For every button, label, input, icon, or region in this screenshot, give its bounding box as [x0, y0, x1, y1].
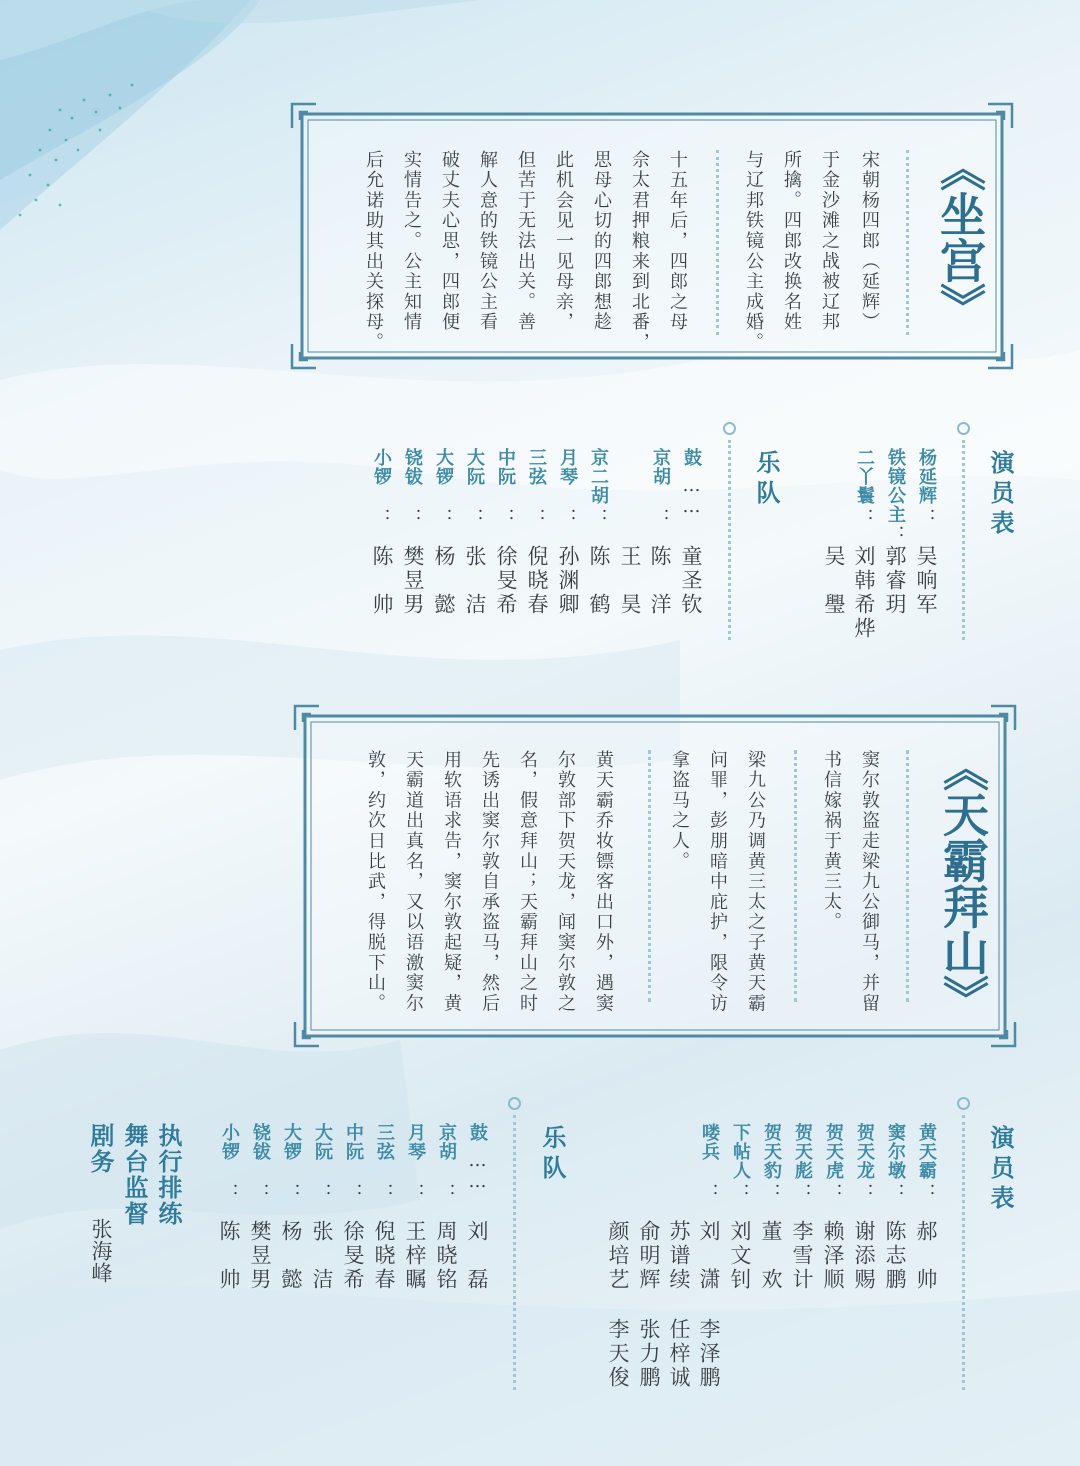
separator: ： — [730, 1183, 751, 1201]
separator: ： — [854, 508, 875, 526]
actor-name: 刘韩希烨 — [852, 545, 876, 641]
play-title: 《天霸拜山》 — [936, 745, 990, 1021]
synopsis-line: 所擒。四郎改换名姓 — [781, 150, 802, 333]
separator: ： — [405, 1183, 426, 1201]
synopsis-line: 先诱出窦尔敦自承盗马，然后 — [479, 750, 500, 1014]
ornament-ring — [957, 1097, 970, 1110]
separator: ： — [885, 1183, 906, 1201]
role-name: 小锣 — [371, 448, 392, 486]
synopsis-line: 问罪，彭朋暗中庇护，限令访 — [707, 750, 728, 1014]
synopsis-line: 但苦于无法出关。善 — [515, 150, 536, 333]
actor-name: 王梓瞩 — [403, 1220, 427, 1292]
role-name: 鼓 — [467, 1123, 488, 1142]
synopsis-line: 名，假意拜山；天霸拜山之时 — [517, 750, 538, 1014]
separator: ： — [588, 508, 609, 526]
actor-name: 俞明辉 — [637, 1220, 661, 1292]
actor-name: 董 欢 — [759, 1220, 783, 1292]
role-name: 贺天豹 — [761, 1123, 782, 1180]
separator: ： — [374, 1183, 395, 1201]
role-name: 三弦 — [374, 1123, 395, 1161]
role-name: 小锣 — [219, 1123, 240, 1161]
synopsis-line: 梁九公乃调黄三太之子黄天霸 — [745, 750, 766, 1014]
role-name: 中阮 — [495, 448, 516, 486]
actor-name: 陈 帅 — [370, 545, 394, 617]
actor-name: 张 洁 — [310, 1220, 334, 1292]
actor-name: 杨 懿 — [279, 1220, 303, 1292]
synopsis-line: 与辽邦铁镜公主成婚。 — [743, 150, 764, 353]
separator: ： — [312, 1183, 333, 1201]
divider — [906, 150, 909, 335]
synopsis-line: 用软语求告，窦尔敦起疑，黄 — [441, 750, 462, 1014]
separator: ： — [557, 508, 578, 526]
actor-name: 陈 洋 — [648, 545, 672, 617]
divider — [794, 750, 797, 1002]
ornament-ring — [508, 1097, 521, 1110]
role-name: 京二胡 — [588, 448, 609, 505]
divider — [728, 440, 731, 640]
synopsis-line: 实情告之。公主知情 — [401, 150, 422, 333]
role-name: 贺天彪 — [792, 1123, 813, 1180]
separator: ： — [916, 508, 937, 526]
synopsis-line: 于金沙滩之战被辽邦 — [819, 150, 840, 333]
actor-name: 陈 鹤 — [587, 545, 611, 617]
role-name: 贺天龙 — [854, 1123, 875, 1180]
role-name: 月琴 — [557, 448, 578, 486]
separator: ： — [495, 508, 516, 526]
actor-name: 李天俊 — [606, 1318, 630, 1390]
role-name: 杨延辉 — [916, 448, 937, 505]
separator: ： — [219, 1183, 240, 1201]
actor-name: 樊昱男 — [401, 545, 425, 617]
synopsis-line: 拿盗马之人。 — [669, 750, 690, 872]
separator: ： — [916, 1183, 937, 1201]
role-name: 京胡 — [436, 1123, 457, 1161]
synopsis-line: 此机会见一见母亲， — [553, 150, 574, 333]
role-name: 大阮 — [464, 448, 485, 486]
actor-name: 李泽鹏 — [697, 1318, 721, 1390]
actor-name: 陈志鹏 — [883, 1220, 907, 1292]
role-name: 大锣 — [433, 448, 454, 486]
actor-name: 吴 璺 — [822, 545, 846, 617]
actor-name: 倪晓春 — [372, 1220, 396, 1292]
play-title: 《坐宫》 — [933, 145, 987, 329]
synopsis-line: 解人意的铁镜公主看 — [477, 150, 498, 333]
synopsis-line: 黄天霸乔妆镖客出口外，遇窦 — [593, 750, 614, 1014]
synopsis-line: 后允诺助其出关探母。 — [363, 150, 384, 353]
actor-name: 张海峰 — [89, 1218, 113, 1284]
actor-name: 刘 潇 — [697, 1220, 721, 1292]
divider — [906, 750, 909, 1002]
synopsis-line: 宋朝杨四郎（延辉） — [859, 150, 880, 333]
role-name: 铙钹 — [250, 1123, 271, 1161]
synopsis-line: 敦，约次日比武，得脱下山。 — [365, 750, 386, 1014]
separator: ： — [823, 1183, 844, 1201]
actor-name: 徐旻希 — [341, 1220, 365, 1292]
role-name: 中阮 — [343, 1123, 364, 1161]
separator: ： — [402, 508, 423, 526]
divider — [716, 150, 719, 335]
actor-name: 孙渊卿 — [556, 545, 580, 617]
synopsis-line: 尔敦部下贺天龙，闻窦尔敦之 — [555, 750, 576, 1014]
actor-name: 赖泽顺 — [821, 1220, 845, 1292]
separator: ： — [526, 508, 547, 526]
divider — [513, 1115, 516, 1390]
actor-name: 郝 帅 — [914, 1220, 938, 1292]
role-name: 下帖人 — [730, 1123, 751, 1180]
actor-name: 樊昱男 — [248, 1220, 272, 1292]
role-name: 大锣 — [281, 1123, 302, 1161]
separator: ： — [250, 1183, 271, 1201]
role-name: 鼓 — [681, 448, 702, 467]
ornament-ring — [957, 422, 970, 435]
role-name: 窦尔墩 — [885, 1123, 906, 1180]
synopsis-line: 思母心切的四郎想趁 — [591, 150, 612, 333]
actor-name: 童圣钦 — [679, 545, 703, 617]
separator: ： — [650, 508, 671, 526]
actor-name: 颜培艺 — [606, 1220, 630, 1292]
band-heading: 乐队 — [752, 450, 781, 510]
actor-name: 张力鹏 — [637, 1318, 661, 1390]
role-name: 喽兵 — [699, 1123, 720, 1161]
separator: ： — [792, 1183, 813, 1201]
actor-name: 张 洁 — [463, 545, 487, 617]
actor-name: 李雪计 — [790, 1220, 814, 1292]
divider — [648, 750, 651, 1002]
role-name: 贺天虎 — [823, 1123, 844, 1180]
actor-name: 苏谱续 — [667, 1220, 691, 1292]
actor-name: 谢添赐 — [852, 1220, 876, 1292]
synopsis-line: 窦尔敦盗走梁九公御马，并留 — [859, 750, 880, 1014]
role-name: 铁镜公主 — [885, 448, 906, 524]
role-name: 大阮 — [312, 1123, 333, 1161]
band-heading: 乐队 — [538, 1125, 567, 1185]
separator: ： — [436, 1183, 457, 1201]
divider — [962, 1115, 965, 1390]
actor-name: 刘文钊 — [728, 1220, 752, 1292]
role-name: 铙钹 — [402, 448, 423, 486]
staff-role: 舞台监督 — [120, 1123, 149, 1227]
actor-name: 郭睿玥 — [883, 545, 907, 617]
synopsis-line: 天霸道出真名，又以语激窦尔 — [403, 750, 424, 1014]
role-name: 黄天霸 — [916, 1123, 937, 1180]
staff-role: 执行排练 — [154, 1123, 183, 1227]
actor-name: 陈 帅 — [217, 1220, 241, 1292]
staff-role: 剧务 — [86, 1123, 115, 1175]
separator: …… — [681, 475, 702, 517]
separator: ： — [433, 508, 454, 526]
role-name: 京胡 — [650, 448, 671, 486]
actor-name: 徐旻希 — [494, 545, 518, 617]
actor-name: 倪晓春 — [525, 545, 549, 617]
synopsis-line: 书信嫁祸于黄三太。 — [821, 750, 842, 933]
separator: ： — [761, 1183, 782, 1201]
actor-name: 吴响军 — [914, 545, 938, 617]
actor-name: 王 昊 — [618, 545, 642, 617]
synopsis-line: 破丈夫心思，四郎便 — [439, 150, 460, 333]
role-name: 二丫鬟 — [854, 448, 875, 505]
actor-name: 刘 磊 — [465, 1220, 489, 1292]
separator: ： — [343, 1183, 364, 1201]
ornament-ring — [723, 422, 736, 435]
synopsis-line: 佘太君押粮来到北番， — [629, 150, 650, 353]
actor-name: 杨 懿 — [432, 545, 456, 617]
separator: …… — [467, 1150, 488, 1192]
synopsis-line: 十五年后，四郎之母 — [667, 150, 688, 333]
cast-heading: 演员表 — [986, 1125, 1015, 1215]
role-name: 月琴 — [405, 1123, 426, 1161]
role-name: 三弦 — [526, 448, 547, 486]
actor-name: 任梓诚 — [667, 1318, 691, 1390]
actor-name: 周晓铭 — [434, 1220, 458, 1292]
separator: ： — [699, 1183, 720, 1201]
separator: ： — [371, 508, 392, 526]
separator: ： — [854, 1183, 875, 1201]
cast-heading: 演员表 — [986, 450, 1015, 540]
divider — [962, 440, 965, 640]
separator: ： — [464, 508, 485, 526]
separator: ： — [885, 525, 906, 543]
separator: ： — [281, 1183, 302, 1201]
